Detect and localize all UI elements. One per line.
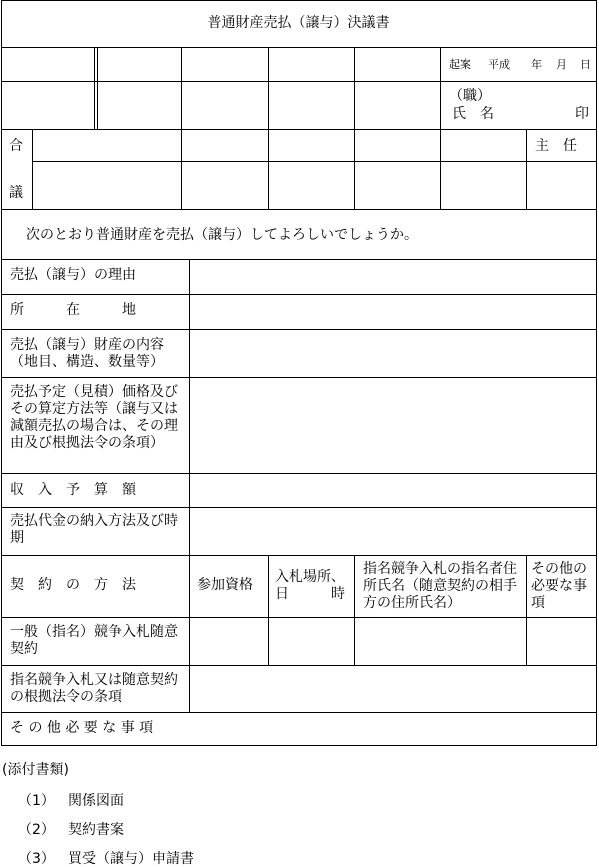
chief-label: 主 任 (535, 138, 577, 154)
other-needed-header: その他の必要な事項 (531, 561, 587, 611)
nominee-header: 指名競争入札の指名者住所氏名（随意契約の相手方の住所氏名） (363, 561, 517, 611)
qualification-header: 参加資格 (197, 577, 253, 593)
content-label-line2: （地目、構造、数量等） (10, 354, 164, 370)
drafter-name-label: 氏 名 (452, 106, 494, 122)
price-label: 売払予定（見積）価格及びその算定方法等（譲与又は減額売払の場合は、その理由及び根拠法令の条項） (10, 384, 178, 451)
bid-place-header: 入札場所、日 時 (275, 569, 345, 602)
attachment-num-2: （2） (18, 822, 55, 838)
draft-era: 平成 (488, 58, 510, 71)
draft-month: 月 (556, 58, 567, 71)
budget-label: 収 入 予 算 額 (10, 482, 136, 498)
form-title: 普通財産売払（譲与）決議書 (207, 15, 390, 31)
attachment-label-1: 関係図面 (68, 793, 124, 809)
attachment-label-3: 買受（譲与）申請書 (68, 851, 194, 867)
drafter-role: （職） (449, 88, 491, 104)
method-value: 一般（指名）競争入札随意契約 (10, 624, 178, 657)
others-label: そ の 他 必 要 な 事 項 (10, 720, 154, 736)
draft-year: 年 (531, 58, 542, 71)
content-label-line1: 売払（譲与）財産の内容 (10, 337, 164, 353)
council-label-top: 合 (9, 138, 23, 154)
attachment-num-3: （3） (18, 851, 55, 867)
draft-label: 起案 (449, 58, 471, 71)
drafter-seal: 印 (575, 106, 589, 122)
reason-label: 売払（譲与）の理由 (10, 267, 136, 283)
council-label-bottom: 議 (9, 185, 23, 201)
attachment-num-1: （1） (18, 793, 55, 809)
statement-text: 次のとおり普通財産を売払（譲与）してよろしいでしょうか。 (26, 227, 418, 243)
payment-label: 売払代金の納入方法及び時期 (10, 513, 178, 546)
attachment-label-2: 契約書案 (68, 822, 124, 838)
method-label: 契 約 の 方 法 (10, 577, 136, 593)
draft-day: 日 (580, 58, 591, 71)
legal-basis-label: 指名競争入札又は随意契約の根拠法令の条項 (10, 672, 178, 705)
location-label: 所 在 地 (10, 302, 136, 318)
attachments-heading: (添付書類) (2, 762, 69, 778)
